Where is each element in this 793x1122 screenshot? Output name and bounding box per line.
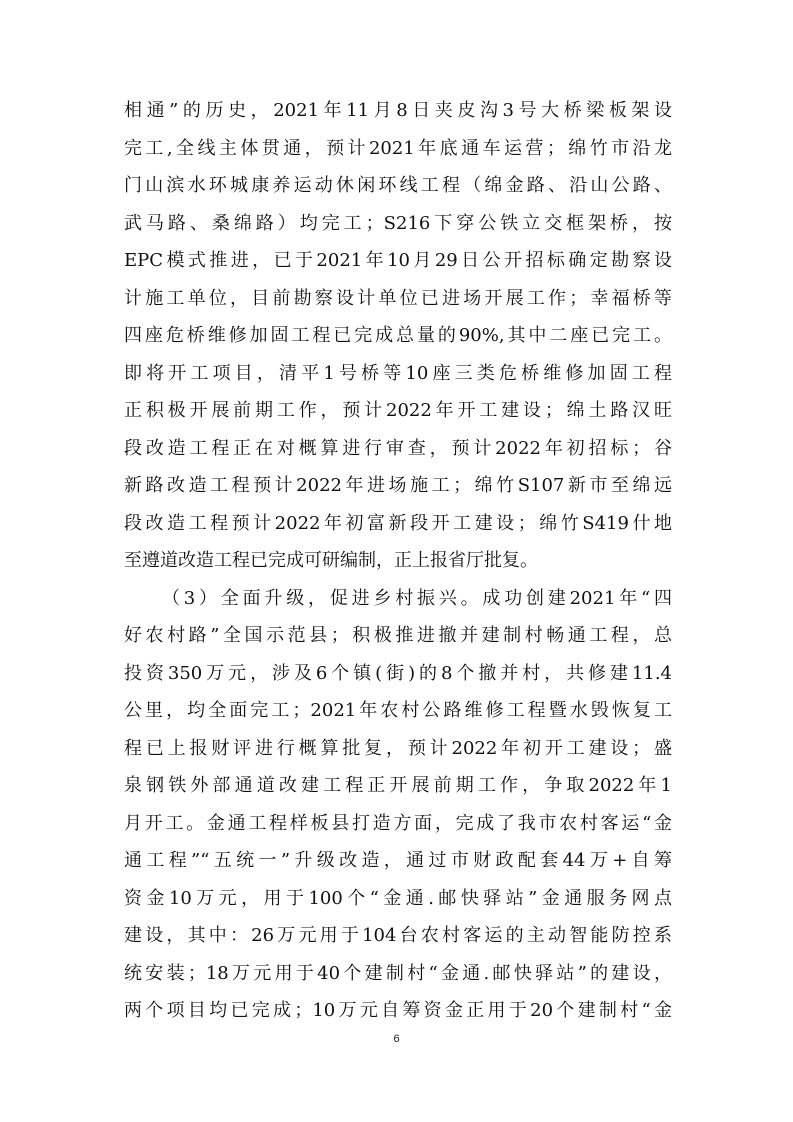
text-line: 即将开工项目，清平1号桥等10座三类危桥维修加固工程 [124,362,672,384]
text-line: 建设，其中：26万元用于104台农村客运的主动智能防控系 [124,925,672,946]
text-line: 好农村路”全国示范县；积极推进撤并建制村畅通工程，总 [124,625,672,646]
text-line: 武马路、桑绵路）均完工；S216下穿公铁立交框架桥，按 [124,212,672,234]
text-line: 相通”的历史，2021年11月8日夹皮沟3号大桥梁板架设 [124,100,672,121]
text-line: 公里，均全面完工；2021年农村公路维修工程暨水毁恢复工 [124,700,672,721]
text-line: 通工程”“五统一”升级改造，通过市财政配套44万+自筹 [124,850,672,871]
text-line: 段改造工程正在对概算进行审查，预计2022年初招标；谷 [124,437,672,459]
page-number: 6 [393,1033,400,1045]
text-line: 资金10万元，用于100个“金通.邮快驿站”金通服务网点 [124,887,672,909]
text-line: 门山滨水环城康养运动休闲环线工程（绵金路、沿山公路、 [124,175,672,196]
text-line: 完工,全线主体贯通，预计2021年底通车运营；绵竹市沿龙 [124,137,672,159]
text-line: 月开工。金通工程样板县打造方面，完成了我市农村客运“金 [124,812,672,834]
text-line: 泉钢铁外部通道改建工程正开展前期工作，争取2022年1 [124,775,672,796]
text-line: 四座危桥维修加固工程已完成总量的90%,其中二座已完工。 [124,325,672,346]
text-line: 程已上报财评进行概算批复，预计2022年初开工建设；盛 [124,737,672,759]
text-line: 两个项目均已完成；10万元自筹资金正用于20个建制村“金 [124,1000,672,1021]
body-text [124,92,672,1030]
text-line: 段改造工程预计2022年初富新段开工建设；绵竹S419什地 [124,512,672,534]
text-line: 新路改造工程预计2022年进场施工；绵竹S107新市至绵远 [124,475,672,496]
text-line: 投资350万元，涉及6个镇(街)的8个撤并村，共修建11.4 [124,662,672,684]
text-line: 正积极开展前期工作，预计2022年开工建设；绵土路汉旺 [124,400,672,421]
text-line: 至遵道改造工程已完成可研编制，正上报省厅批复。 [124,550,538,571]
text-line: （3）全面升级，促进乡村振兴。成功创建2021年“四 [162,587,672,609]
text-line: EPC模式推进，已于2021年10月29日公开招标确定勘察设 [124,250,672,271]
text-line: 计施工单位，目前勘察设计单位已进场开展工作；幸福桥等 [124,287,672,309]
text-line: 统安装；18万元用于40个建制村“金通.邮快驿站”的建设， [124,962,672,984]
paragraph [124,580,672,1030]
paragraph [124,92,672,580]
